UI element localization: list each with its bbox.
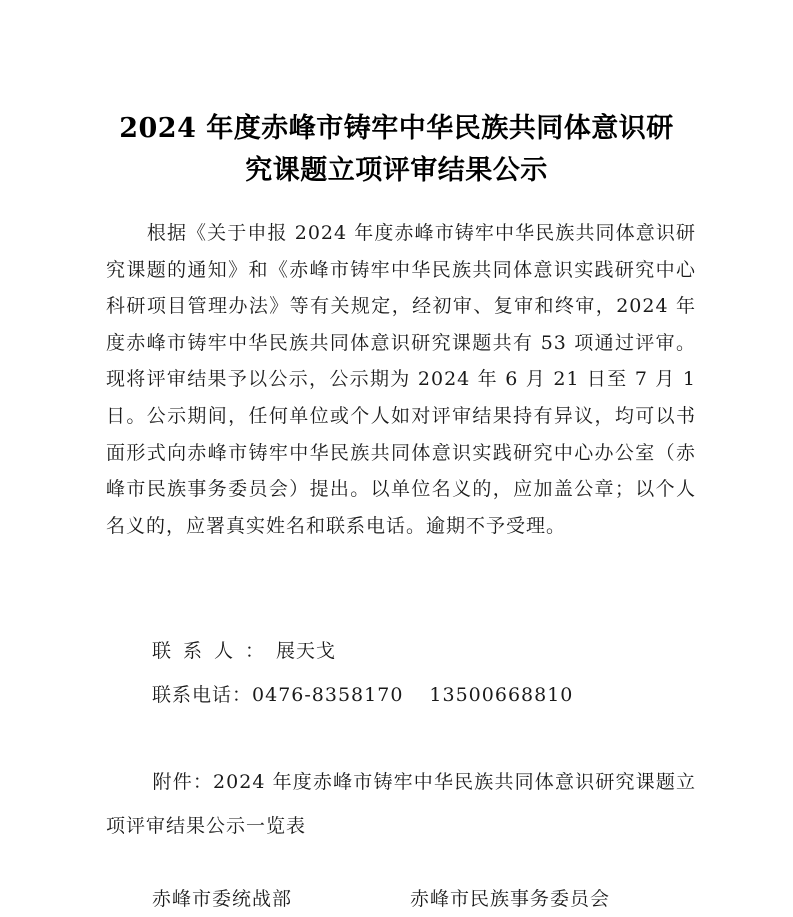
signature-left: 赤峰市委统战部 [152,888,293,910]
document-title-line-2: 究课题立项评审结果公示 [245,155,548,186]
body-paragraph: 根据《关于申报 2024 年度赤峰市铸牢中华民族共同体意识研究课题的通知》和《赤峰市铸牢中华民族共同体意识实践研究中心科研项目管理办法》等有关规定，经初审、复审和终审，2024 年度赤峰市铸牢中华民族共同体意识研究课题共有 53 项通过评审。现将评审结果予以公示，公示期为 2024 年 6 月 21 日至 7 月 1 日。公示期间，任何单位或个人如对评审结果持有异议，均可以书面形式向赤峰市铸牢中华民族共同体意识实践研究中心办公室（赤峰市民族事务委员会）提出。以单位名义的，应加盖公章；以个人名义的，应署真实姓名和联系电话。逾期不予受理。 [106,222,696,537]
contact-person [152,636,336,663]
contact-phone-1: 0476-8358170 [252,684,404,706]
contact-phone [152,680,573,707]
contact-phone-2: 13500668810 [429,684,574,706]
contact-person-name: 展天戈 [276,640,337,662]
signature-right: 赤峰市民族事务委员会 [410,888,611,910]
document-title-line-1: 2024 年度赤峰市铸牢中华民族共同体意识研 [119,113,674,144]
attachment-note: 附件：2024 年度赤峰市铸牢中华民族共同体意识研究课题立项评审结果公示一览表 [106,771,696,837]
contact-person-label: 联系人： [152,640,277,662]
contact-phone-label: 联系电话： [152,684,253,706]
